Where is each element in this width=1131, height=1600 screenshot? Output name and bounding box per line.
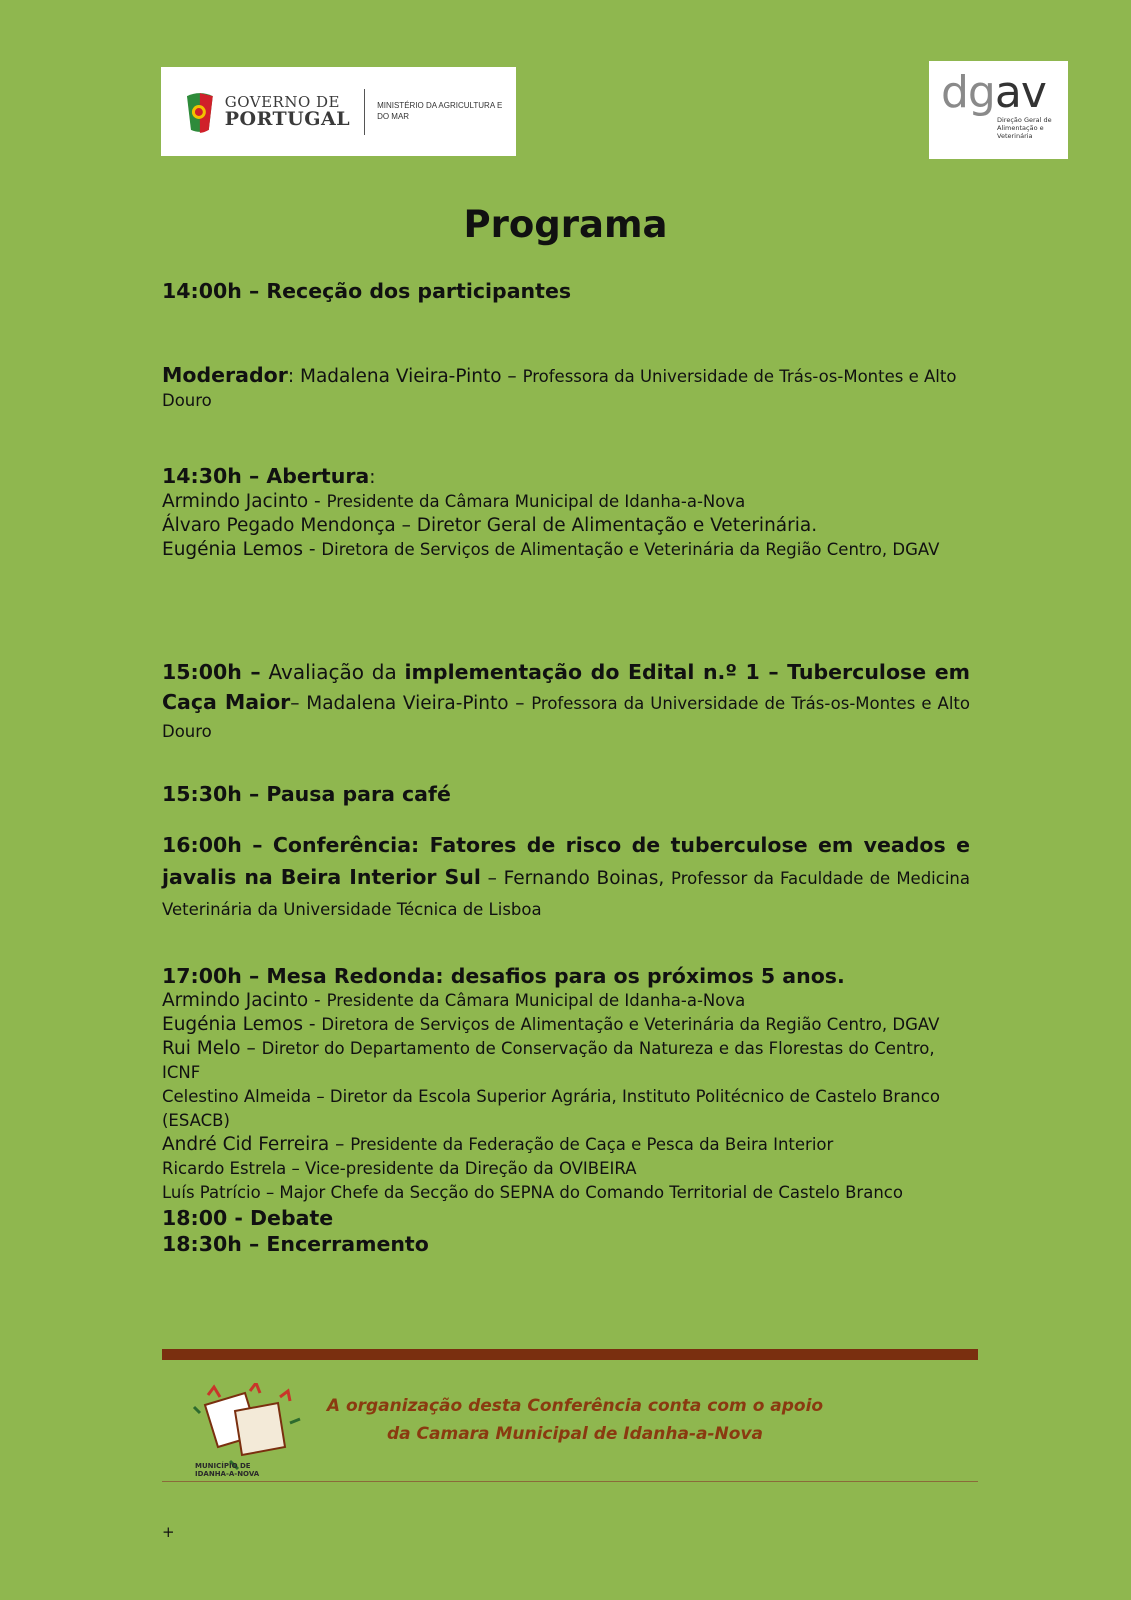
footer-line1: A organização desta Conferência conta com o apoio <box>326 1396 824 1416</box>
gov-separator <box>364 89 365 135</box>
idanha-caption-line1: MUNICÍPIO DE <box>195 1462 251 1470</box>
avaliacao-desc: Professora da Universidade de Trás-os-Montes e Alto Douro <box>162 694 970 741</box>
avaliacao-title: implementação do Edital n.º 1 – Tuberculose em Caça Maior <box>162 660 970 714</box>
mesa-speaker-name: Eugénia Lemos - <box>162 1014 322 1035</box>
portugal-emblem-icon <box>183 90 217 134</box>
idanha-caption <box>195 1463 259 1478</box>
avaliacao-time: 15:00h – <box>162 660 261 684</box>
mesa-speaker-desc: Celestino Almeida – Diretor da Escola Superior Agrária, Instituto Politécnico de Castelo Branco (ESACB) <box>162 1087 940 1130</box>
abertura-heading: 14:30h – Abertura <box>162 464 370 488</box>
dgav-subtitle: Direção Geral de Alimentação e Veterinária <box>997 116 1052 140</box>
avaliacao-block <box>162 658 970 746</box>
moderador-label: Moderador <box>162 363 288 387</box>
avaliacao-name: – Madalena Vieira-Pinto – <box>290 693 532 714</box>
moderador-colon: : <box>287 366 295 387</box>
abertura-speaker-desc: Diretora de Serviços de Alimentação e Veterinária da Região Centro, DGAV <box>321 540 940 559</box>
moderador-block <box>162 362 970 413</box>
abertura-speaker-name: Eugénia Lemos - <box>162 539 322 560</box>
footer-divider <box>162 1349 978 1360</box>
governo-portugal-logo <box>161 67 516 156</box>
mesa-speaker-name: Rui Melo – <box>162 1038 262 1059</box>
abertura-speaker-desc: Presidente da Câmara Municipal de Idanha-a-Nova <box>326 492 746 511</box>
footer-rule <box>162 1481 978 1482</box>
mesa-speaker-name: André Cid Ferreira – <box>162 1134 351 1155</box>
mesa-speaker-desc: Diretora de Serviços de Alimentação e Veterinária da Região Centro, DGAV <box>321 1015 940 1034</box>
avaliacao-text: Avaliação da <box>260 660 405 684</box>
dgav-logo <box>929 61 1068 159</box>
abertura-colon: : <box>369 467 376 488</box>
dgav-wordmark <box>941 67 1046 118</box>
encerramento: 18:30h – Encerramento <box>162 1232 429 1256</box>
mesa-speaker-desc: Presidente da Câmara Municipal de Idanha-a-Nova <box>326 991 746 1010</box>
mesa-speaker-name: Armindo Jacinto - <box>162 990 327 1011</box>
mesa-speaker-desc: Luís Patrício – Major Chefe da Secção do SEPNA do Comando Territorial de Castelo Branco <box>162 1183 903 1202</box>
mesa-block <box>162 963 970 1257</box>
footer-support-text <box>300 1392 850 1448</box>
footer-line2: da Camara Municipal de Idanha-a-Nova <box>386 1424 763 1444</box>
abertura-speaker-name: Armindo Jacinto - <box>162 491 327 512</box>
plus-mark: + <box>162 1523 175 1541</box>
conferencia-block <box>162 830 970 925</box>
rececao: 14:00h – Receção dos participantes <box>162 279 572 303</box>
idanha-caption-line2: IDANHA-A-NOVA <box>195 1469 260 1478</box>
moderador-desc: Professora da Universidade de Trás-os-Montes e Alto Douro <box>162 367 957 410</box>
gov-line1: GOVERNO DE <box>224 92 340 111</box>
mesa-speaker-desc: Diretor do Departamento de Conservação da Natureza e das Florestas do Centro, ICNF <box>162 1039 935 1082</box>
dgav-av: av <box>994 67 1046 118</box>
moderador-name: Madalena Vieira-Pinto – <box>294 366 523 387</box>
mesa-speaker-desc: Presidente da Federação de Caça e Pesca da Beira Interior <box>350 1135 834 1154</box>
mesa-heading: 17:00h – Mesa Redonda: desafios para os próximos 5 anos. <box>162 964 845 988</box>
dgav-dg: dg <box>941 67 995 118</box>
mesa-speaker-desc: Ricardo Estrela – Vice-presidente da Direção da OVIBEIRA <box>162 1159 637 1178</box>
gov-line2: PORTUGAL <box>224 107 351 130</box>
page-title: Programa <box>463 203 668 246</box>
abertura-speaker-name: Álvaro Pegado Mendonça – Diretor Geral de Alimentação e Veterinária. <box>162 515 818 536</box>
ministry-label: MINISTÉRIO DA AGRICULTURA E DO MAR <box>377 101 503 121</box>
conferencia-name: – Fernando Boinas, <box>480 868 672 889</box>
abertura-block <box>162 463 970 562</box>
pausa: 15:30h – Pausa para café <box>162 782 451 806</box>
conferencia-title: 16:00h – Conferência: Fatores de risco de tuberculose em veados e javalis na Beira Interior Sul <box>162 833 970 889</box>
debate: 18:00 - Debate <box>162 1206 334 1230</box>
conferencia-desc: Professor da Faculdade de Medicina Veterinária da Universidade Técnica de Lisboa <box>162 869 970 919</box>
